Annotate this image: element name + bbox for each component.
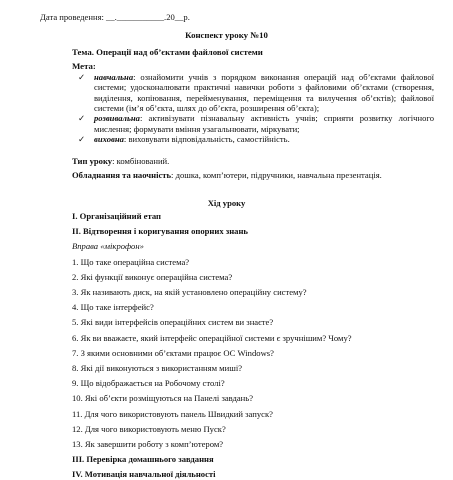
course-title: Хід уроку xyxy=(207,198,246,208)
question-item: 11. Для чого використовують панель Швидкий запуск? xyxy=(72,408,273,419)
goal-item-educational xyxy=(74,72,434,113)
equipment-value: : дошка, комп’ютери, підручники, навчальна презентація. xyxy=(171,170,382,180)
date-line: Дата проведення: __.___________.20__р. xyxy=(40,12,190,22)
goal-text: : ознайомити учнів з порядком виконання операцій над об’єктами файлової системи; удосконалювати практичні навички роботи з файловими об’єктами (створення, виділення, копіювання, перейменування, переміщення та вилучення об’єктів); файлової системи (ім’я об’єкта, шлях до об’єкта, розширення об’єкта); xyxy=(94,72,434,113)
goal-keyword: навчальна xyxy=(94,72,134,82)
equipment xyxy=(60,170,436,180)
question-item: 7. З якими основними об’єктами працює ОС Windows? xyxy=(72,347,274,358)
exercise-title: Вправа «мікрофон» xyxy=(72,241,144,252)
question-item: 3. Як називають диск, на якій установлено операційну систему? xyxy=(72,287,307,297)
question-item: 5. Які види інтерфейсів операційних систем ви знаєте? xyxy=(72,317,274,328)
check-mark-icon: ✓ xyxy=(78,72,86,82)
goal-keyword: виховна xyxy=(94,133,124,144)
question-item: 12. Для чого використовують меню Пуск? xyxy=(72,423,226,434)
goals-list xyxy=(74,72,434,144)
section-knowledge-review: II. Відтворення і коригування опорних знань xyxy=(72,226,248,237)
goal-item-upbringing xyxy=(74,134,434,144)
check-mark-icon: ✓ xyxy=(78,113,86,124)
question-item: 10. Які об’єкти розміщуються на Панелі завдань? xyxy=(72,393,254,404)
question-item: 2. Які функції виконує операційна система? xyxy=(72,271,233,282)
question-item: 8. Які дії виконуються з використанням миші? xyxy=(72,363,243,373)
section-organizational: I. Організаційний етап xyxy=(72,211,161,221)
lesson-type-label: Тип уроку xyxy=(72,156,113,166)
goal-text: : виховувати відповідальність, самостійність. xyxy=(123,133,290,144)
section-motivation: IV. Мотивація навчальної діяльності xyxy=(72,469,216,480)
goal-keyword: розвивальна xyxy=(94,113,140,124)
section-homework-check: ІІІ. Перевірка домашнього завдання xyxy=(72,454,214,465)
goals-label: Мета: xyxy=(72,61,96,71)
lesson-type-value: : комбінований. xyxy=(112,156,170,166)
goal-text: : активізувати пізнавальну активність учнів; сприяти розвитку логічного мислення; формувати вміння узагальнювати, міркувати; xyxy=(94,113,434,134)
question-item: 1. Що таке операційна система? xyxy=(72,256,190,267)
equipment-label: Обладнання та наочність xyxy=(72,170,172,180)
question-item: 13. Як завершити роботу з комп’ютером? xyxy=(72,439,224,449)
lesson-topic: Тема. Операції над об’єктами файлової системи xyxy=(72,47,263,57)
lesson-title: Конспект уроку №10 xyxy=(185,30,268,40)
lesson-type xyxy=(72,156,434,166)
goal-item-developmental xyxy=(74,113,434,134)
check-mark-icon: ✓ xyxy=(78,133,86,144)
question-item: 6. Як ви вважаєте, який інтерфейс операційної системи є зручнішим? Чому? xyxy=(72,332,352,343)
question-item: 9. Що відображається на Робочому столі? xyxy=(72,378,225,389)
question-item: 4. Що таке інтерфейс? xyxy=(72,302,154,313)
